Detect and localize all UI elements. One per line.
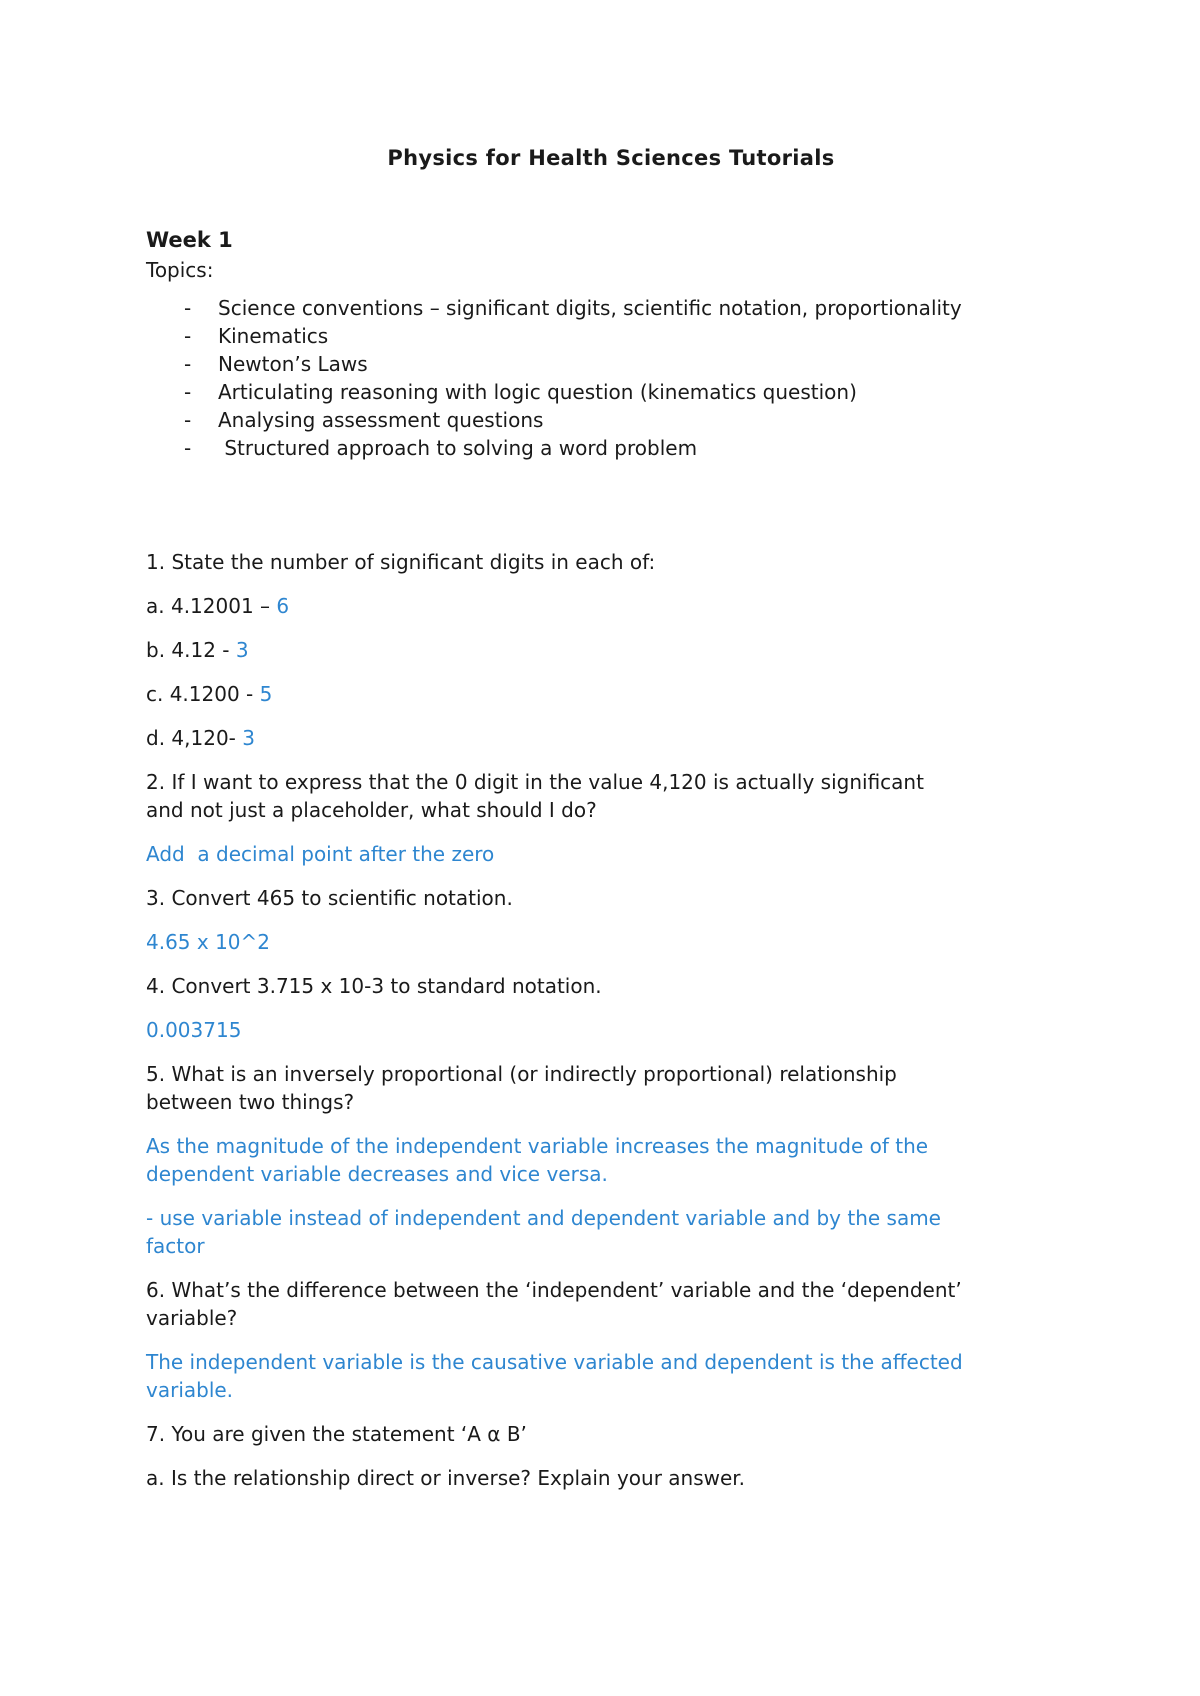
question-7-part-a: a. Is the relationship direct or inverse? Explain your answer. (146, 1466, 746, 1490)
q1-part-b (146, 636, 1076, 664)
dash-bullet: - (184, 324, 192, 348)
list-item (146, 434, 1076, 462)
q1-part-d (146, 724, 1076, 752)
dash-bullet: - (184, 352, 192, 376)
q1-part-a (146, 592, 1076, 620)
document-title: Physics for Health Sciences Tutorials (387, 146, 835, 170)
topic-text: Science conventions – significant digits, scientific notation, proportionality (218, 296, 962, 320)
list-item (146, 294, 1076, 322)
topic-text: Articulating reasoning with logic question (kinematics question) (218, 380, 857, 404)
topics-heading: Topics: (146, 258, 214, 282)
question-3: 3. Convert 465 to scientific notation. (146, 886, 513, 910)
question-6-line-2: variable? (146, 1306, 238, 1330)
q1-b-text: b. 4.12 - (146, 638, 236, 662)
q1-part-c (146, 680, 1076, 708)
q1-d-text: d. 4,120- (146, 726, 243, 750)
dash-bullet: - (184, 296, 192, 320)
answer-5-line-2: dependent variable decreases and vice versa. (146, 1162, 608, 1186)
topic-text: Analysing assessment questions (218, 408, 544, 432)
answer-3: 4.65 x 10^2 (146, 930, 271, 954)
dash-bullet: - (184, 436, 192, 460)
question-6-line-1: 6. What’s the difference between the ‘independent’ variable and the ‘dependent’ (146, 1278, 962, 1302)
week-heading: Week 1 (146, 228, 233, 252)
q1-d-answer: 3 (242, 726, 255, 750)
question-5-line-2: between two things? (146, 1090, 355, 1114)
q1-a-answer: 6 (276, 594, 290, 618)
topics-list (146, 294, 1076, 462)
list-item (146, 350, 1076, 378)
topic-text: Newton’s Laws (218, 352, 368, 376)
answer-4: 0.003715 (146, 1018, 242, 1042)
question-4: 4. Convert 3.715 x 10-3 to standard notation. (146, 974, 602, 998)
q1-b-answer: 3 (235, 638, 249, 662)
topic-text: Structured approach to solving a word problem (218, 436, 698, 460)
topic-text: Kinematics (218, 324, 329, 348)
answer-2: Add a decimal point after the zero (146, 842, 495, 866)
q1-a-text: a. 4.12001 – (146, 594, 277, 618)
q1-c-answer: 5 (259, 682, 273, 706)
list-item (146, 406, 1076, 434)
question-2-line-2: and not just a placeholder, what should I do? (146, 798, 597, 822)
q1-c-text: c. 4.1200 - (146, 682, 260, 706)
note-5-line-1: - use variable instead of independent and dependent variable and by the same (146, 1206, 941, 1230)
list-item (146, 378, 1076, 406)
answer-6-line-2: variable. (146, 1378, 234, 1402)
note-5-line-2: factor (146, 1234, 205, 1258)
question-5-line-1: 5. What is an inversely proportional (or indirectly proportional) relationship (146, 1062, 897, 1086)
answer-6-line-1: The independent variable is the causative variable and dependent is the affected (146, 1350, 963, 1374)
question-7: 7. You are given the statement ‘A α B’ (146, 1422, 527, 1446)
question-2-line-1: 2. If I want to express that the 0 digit in the value 4,120 is actually significant (146, 770, 924, 794)
answer-5-line-1: As the magnitude of the independent variable increases the magnitude of the (146, 1134, 929, 1158)
question-1: 1. State the number of significant digits in each of: (146, 550, 656, 574)
list-item (146, 322, 1076, 350)
dash-bullet: - (184, 408, 192, 432)
dash-bullet: - (184, 380, 192, 404)
